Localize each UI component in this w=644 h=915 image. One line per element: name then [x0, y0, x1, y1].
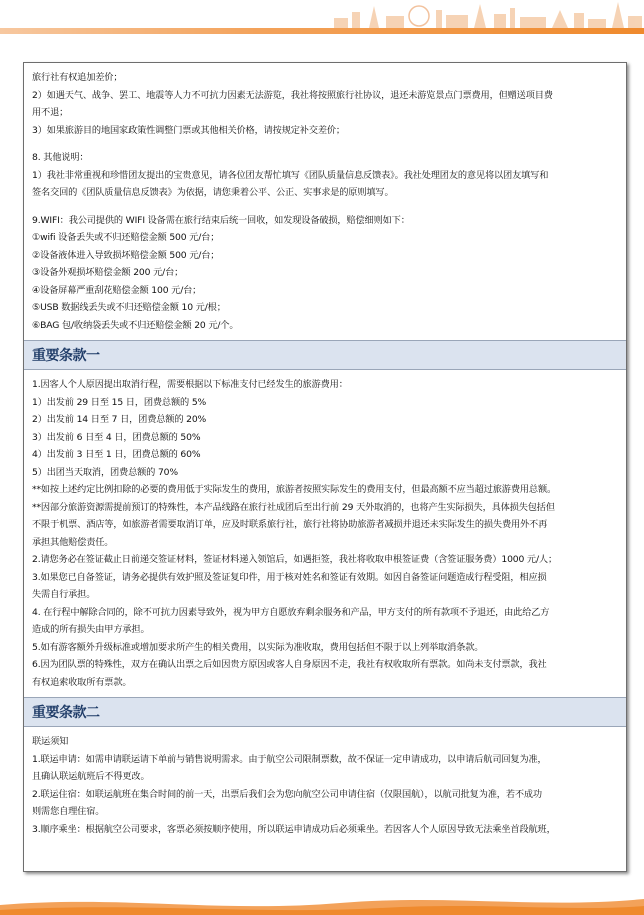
text-line: 有权追索收取所有票款。: [32, 676, 132, 688]
text-line: 且确认联运航班后不得更改。: [32, 771, 150, 782]
section-header-2: [24, 697, 626, 727]
section-title: 重要条款二: [32, 705, 100, 721]
header-accent-bar: [0, 28, 644, 34]
text-line: **因部分旅游资源需提前预订的特殊性，本产品线路在旅行社成团后至出行前 29 天外取消的，也将产生实际损失，具体损失包括但: [32, 501, 555, 513]
text-line: ②设备液体进入导致损坏赔偿金额 500 元/台；: [32, 249, 220, 261]
text-line: 5.如有游客额外升级标准或增加要求所产生的相关费用，以实际为准收取，费用包括但不限于以上列举取消条款。: [32, 641, 484, 653]
text-line: 4）出发前 3 日至 1 日，团费总额的 60%: [32, 449, 201, 460]
text-line: 3.顺序乘坐：根据航空公司要求，客票必须按顺序使用，所以联运申请成功后必须乘坐。若因客人个人原因导致无法乘坐首段航班，: [32, 823, 556, 835]
text-line: 2）如遇天气、战争、罢工、地震等人力不可抗力因素无法游览，我社将按照旅行社协议，退还未游览景点门票费用，但赠送项目费: [32, 89, 553, 101]
text-line: 2）出发前 14 日至 7 日，团费总额的 20%: [32, 414, 207, 425]
text-line: 1）出发前 29 日至 15 日，团费总额的 5%: [32, 396, 207, 408]
text-line: 不限于机票、酒店等，如旅游者需要取消订单，应及时联系旅行社，旅行社将协助旅游者减损并退还未实际发生的损失费用外不再: [32, 519, 548, 530]
text-line: 造成的所有损失由甲方承担。: [32, 624, 150, 635]
text-line: 旅行社有权追加差价；: [32, 72, 123, 83]
text-line: 2.联运住宿：如联运航班在集合时间的前一天，出票后我们会为您向航空公司申请住宿（仅限国航），以航司批复为准，若不成功: [32, 788, 542, 800]
text-line: 则需您自理住宿。: [32, 806, 105, 817]
text-line: 承担其他赔偿责任。: [32, 536, 114, 548]
text-line: 3）如果旅游目的地国家政策性调整门票或其他相关价格，请按规定补交差价；: [32, 124, 345, 136]
section-header-1: [24, 340, 626, 370]
section-title: 重要条款一: [32, 348, 100, 364]
header-banner: [0, 0, 644, 34]
text-line: 1.联运申请：如需申请联运请下单前与销售说明需求。由于航空公司限制票数，故不保证一定申请成功，以申请后航司回复为准，: [32, 753, 547, 765]
text-line: 1.因客人个人原因提出取消行程，需要根据以下标准支付已经发生的旅游费用：: [32, 379, 348, 390]
text-line: ⑤USB 数据线丢失或不归还赔偿金额 10 元/根；: [32, 302, 226, 313]
text-line: ⑥BAG 包/收纳袋丢失或不归还赔偿金额 20 元/个。: [32, 319, 239, 331]
section-1-body: [24, 370, 626, 697]
text-line: 3）出发前 6 日至 4 日，团费总额的 50%: [32, 431, 201, 443]
content-frame: [23, 62, 627, 872]
section-2-body: [24, 727, 626, 844]
text-line: **如按上述约定比例扣除的必要的费用低于实际发生的费用，旅游者按照实际发生的费用支付，但最高额不应当超过旅游费用总额。: [32, 484, 557, 495]
text-line: 签名交回的《团队质量信息反馈表》为依据，请您秉着公平、公正、实事求是的原则填写。: [32, 187, 394, 198]
text-line: 5）出团当天取消，团费总额的 70%: [32, 466, 178, 478]
text-line: 2.请您务必在签证截止日前递交签证材料，签证材料递入领馆后，如遇拒签，我社将收取申根签证费（含签证服务费）1000 元/人；: [32, 554, 557, 565]
text-line: 失需自行承担。: [32, 589, 96, 600]
text-line: 9.WIFI：我公司提供的 WIFI 设备需在旅行结束后统一回收，如发现设备破损，赔偿细则如下：: [32, 214, 410, 226]
footer-wave-decoration: [0, 887, 644, 915]
intro-block: [24, 63, 626, 340]
text-line: 联运须知: [32, 736, 69, 747]
text-line: ④设备屏幕严重刮花赔偿金额 100 元/台；: [32, 284, 202, 296]
text-line: 用不退；: [32, 107, 69, 118]
text-line: 1）我社非常重视和珍惜团友提出的宝贵意见，请各位团友帮忙填写《团队质量信息反馈表》。我社处理团友的意见将以团友填写和: [32, 169, 549, 181]
text-line: 8. 其他说明：: [32, 152, 89, 163]
text-line: 4. 在行程中解除合同的，除不可抗力因素导致外，视为甲方自愿放弃剩余服务和产品，甲方支付的所有款项不予退还，由此给乙方: [32, 606, 550, 618]
text-line: ①wifi 设备丢失或不归还赔偿金额 500 元/台；: [32, 232, 220, 243]
text-line: 3.如果您已自备签证，请务必提供有效护照及签证复印件，用于核对姓名和签证有效期。如因自备签证问题造成行程受阻，相应损: [32, 571, 547, 583]
city-skyline-decoration: [324, 0, 644, 30]
text-line: ③设备外观损坏赔偿金额 200 元/台；: [32, 267, 184, 278]
text-line: 6.因为团队票的特殊性，双方在确认出票之后如因贵方原因或客人自身原因不走，我社有权收取所有票款。如尚未支付票款，我社: [32, 659, 547, 670]
